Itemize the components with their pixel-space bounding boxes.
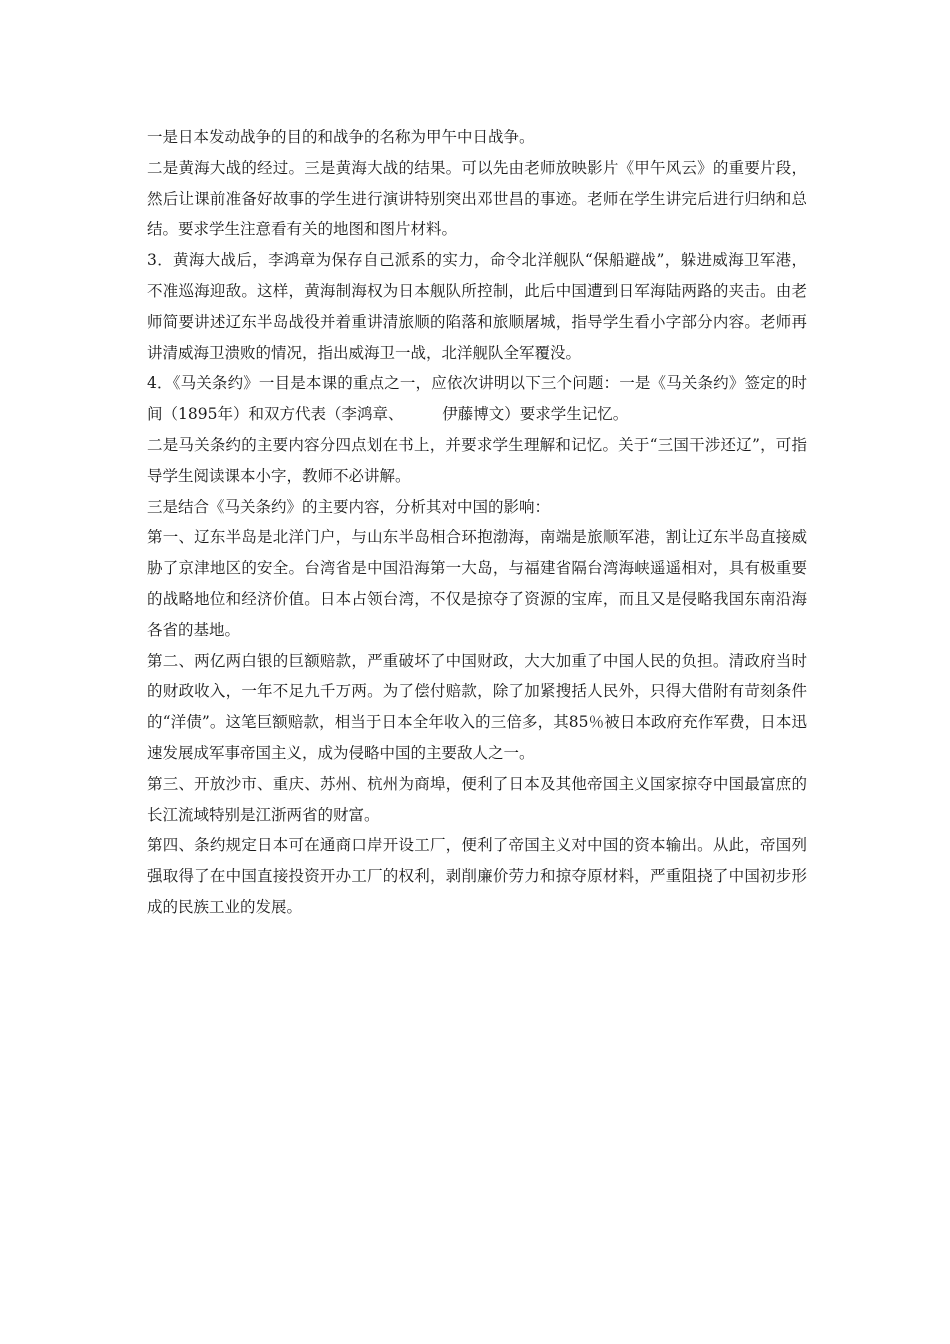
paragraph-point-3: 3．黄海大战后，李鸿章为保存自己派系的实力，命令北洋舰队“保船避战”，躲进威海卫军港，不准巡海迎敌。这样，黄海制海权为日本舰队所控制，此后中国遭到日军海陆两路的夹击。由老师简要讲述辽东半岛战役并着重讲清旅顺的陷落和旅顺屠城，指导学生看小字部分内容。老师再讲清威海卫溃败的情况，指出威海卫一战，北洋舰队全军覆没。 [147,251,807,362]
document-body [147,122,807,923]
paragraph-war-purpose: 一是日本发动战争的目的和战争的名称为甲午中日战争。 [147,128,535,146]
paragraph-impact-fourth: 第四、条约规定日本可在通商口岸开设工厂，便利了帝国主义对中国的资本输出。从此，帝国列强取得了在中国直接投资开办工厂的权利，剥削廉价劳力和掠夺原材料，严重阻挠了中国初步形成的民族工业的发展。 [147,836,807,916]
paragraph-treaty-impact-intro: 三是结合《马关条约》的主要内容，分析其对中国的影响： [147,497,551,516]
paragraph-treaty-content: 二是马关条约的主要内容分四点划在书上，并要求学生理解和记忆。关于“三国干涉还辽”，可指导学生阅读课本小字，教师不必讲解。 [147,435,807,485]
paragraph-yellow-sea-battle: 二是黄海大战的经过。三是黄海大战的结果。可以先由老师放映影片《甲午风云》的重要片段，然后让课前准备好故事的学生进行演讲特别突出邓世昌的事迹。老师在学生讲完后进行归纳和总结。要求学生注意看有关的地图和图片材料。 [147,158,807,239]
paragraph-point-4: 4．《马关条约》一目是本课的重点之一，应依次讲明以下三个问题：一是《马关条约》签定的时间（1895年）和双方代表（李鸿章、 伊藤博文）要求学生记忆。 [147,374,807,424]
paragraph-impact-first: 第一、辽东半岛是北洋门户，与山东半岛相合环抱渤海，南端是旅顺军港，割让辽东半岛直接威胁了京津地区的安全。台湾省是中国沿海第一大岛，与福建省隔台湾海峡遥遥相对，具有极重要的战略地位和经济价值。日本占领台湾，不仅是掠夺了资源的宝库，而且又是侵略我国东南沿海各省的基地。 [147,528,807,639]
paragraph-impact-third: 第三、开放沙市、重庆、苏州、杭州为商埠，便利了日本及其他帝国主义国家掠夺中国最富庶的长江流域特别是江浙两省的财富。 [147,774,807,824]
paragraph-impact-second: 第二、两亿两白银的巨额赔款，严重破坏了中国财政，大大加重了中国人民的负担。清政府当时的财政收入，一年不足九千万两。为了偿付赔款，除了加紧搜括人民外，只得大借附有苛刻条件的“洋债”。这笔巨额赔款，相当于日本全年收入的三倍多，其85％被日本政府充作军费，日本迅速发展成军事帝国主义，成为侵略中国的主要敌人之一。 [147,651,807,762]
